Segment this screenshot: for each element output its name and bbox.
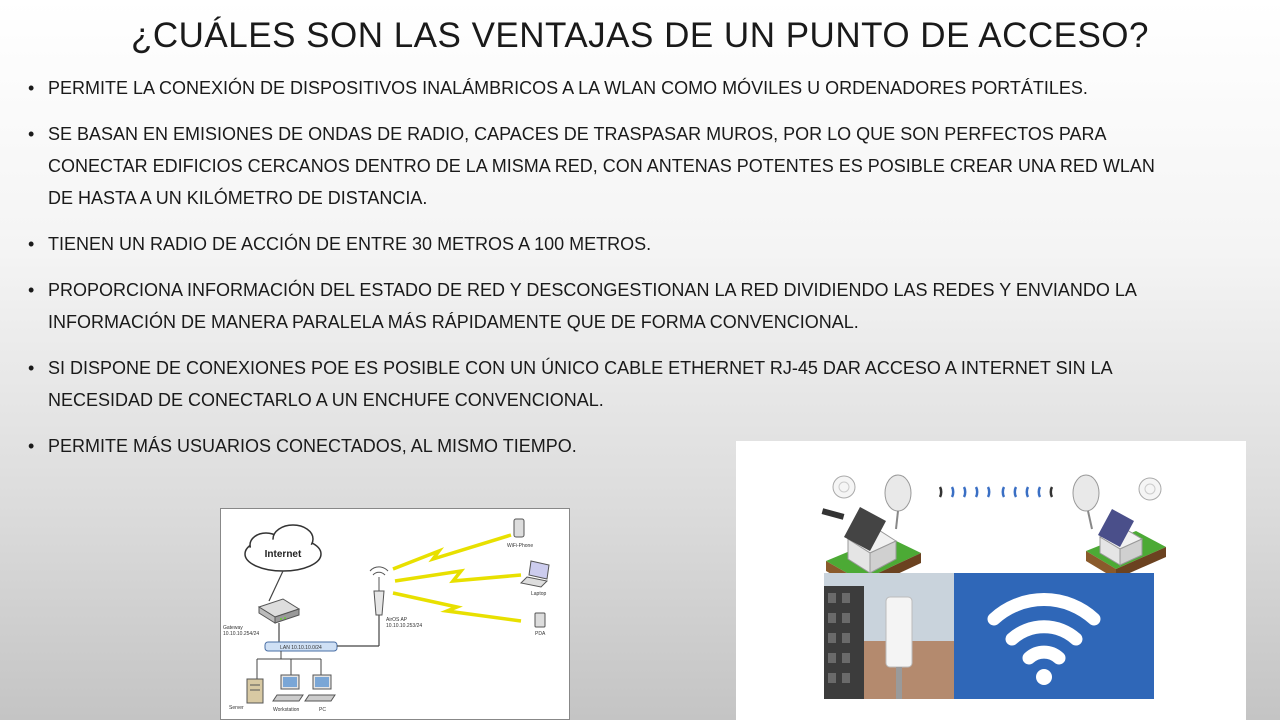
wifi-dot bbox=[1036, 669, 1052, 685]
wireless-link-pda bbox=[393, 593, 521, 621]
ap-ip: 10.10.10.253/24 bbox=[386, 623, 423, 629]
pc-icon bbox=[305, 675, 335, 701]
wifi-phone-icon bbox=[514, 519, 524, 537]
network-diagram-svg bbox=[221, 509, 569, 719]
signal-waves-icon bbox=[940, 487, 1052, 497]
bullet-item: • SI DISPONE DE CONEXIONES POE ES POSIBLE CON UN ÚNICO CABLE ETHERNET RJ-45 DAR ACCESO A INTERNET SIN LA NECESIDAD DE CONECTARLO A UN ENCHUFE CONVENCIONAL. bbox=[28, 352, 1178, 416]
network-diagram bbox=[220, 508, 570, 720]
point-to-point-illustration bbox=[736, 441, 1246, 720]
workstation-label: Workstation bbox=[273, 707, 300, 713]
access-point-icon bbox=[370, 567, 388, 615]
workstation-icon bbox=[273, 675, 303, 701]
wireless-link-laptop bbox=[395, 571, 521, 581]
left-dish-icon bbox=[885, 475, 911, 529]
bullet-item: • SE BASAN EN EMISIONES DE ONDAS DE RADIO, CAPACES DE TRASPASAR MUROS, POR LO QUE SON PERFECTOS PARA CONECTAR EDIFICIOS CERCANOS DENTRO DE LA MISMA RED, CON ANTENAS POTENTES ES POSIBLE CREAR UNA RED WLAN DE HASTA A UN KILÓMETRO DE DISTANCIA. bbox=[28, 118, 1178, 214]
bullet-list bbox=[28, 72, 1178, 476]
left-ap-icon bbox=[833, 476, 855, 498]
ap-label: AirOS AP bbox=[386, 617, 408, 623]
pda-icon bbox=[535, 613, 545, 627]
gateway-label: Gateway bbox=[223, 625, 243, 631]
right-house-icon bbox=[1086, 509, 1166, 579]
server-icon bbox=[247, 679, 263, 703]
slide-title: ¿CUÁLES SON LAS VENTAJAS DE UN PUNTO DE ACCESO? bbox=[130, 16, 1149, 55]
internet-cloud-icon bbox=[245, 525, 321, 571]
laptop-icon bbox=[521, 561, 549, 587]
wireless-link-phone bbox=[393, 535, 511, 569]
bullet-item: • TIENEN UN RADIO DE ACCIÓN DE ENTRE 30 METROS A 100 METROS. bbox=[28, 228, 1178, 260]
right-dish-icon bbox=[1073, 475, 1099, 529]
lan-label: LAN 10.10.10.0/24 bbox=[280, 645, 322, 651]
gateway-router-icon bbox=[259, 599, 299, 623]
laptop-label: Laptop bbox=[531, 591, 547, 597]
right-ap-icon bbox=[1139, 478, 1161, 500]
wifi-panel bbox=[954, 573, 1154, 699]
server-label: Server bbox=[229, 705, 244, 711]
pda-label: PDA bbox=[535, 631, 546, 637]
illustration-svg bbox=[736, 441, 1246, 720]
bullet-item: • PERMITE LA CONEXIÓN DE DISPOSITIVOS INALÁMBRICOS A LA WLAN COMO MÓVILES U ORDENADORES PORTÁTILES. bbox=[28, 72, 1178, 104]
pc-label: PC bbox=[319, 707, 326, 713]
wifi-phone-label: WiFi-Phone bbox=[507, 543, 534, 549]
bullet-item: • PROPORCIONA INFORMACIÓN DEL ESTADO DE RED Y DESCONGESTIONAN LA RED DIVIDIENDO LAS REDES Y ENVIANDO LA INFORMACIÓN DE MANERA PARALELA MÁS RÁPIDAMENTE QUE DE FORMA CONVENCIONAL. bbox=[28, 274, 1178, 338]
antenna-on-building-photo bbox=[824, 573, 954, 699]
internet-label: Internet bbox=[264, 549, 302, 560]
bullet-item: • PERMITE MÁS USUARIOS CONECTADOS, AL MISMO TIEMPO. bbox=[28, 430, 1178, 462]
gateway-ip: 10.10.10.254/24 bbox=[223, 631, 260, 637]
